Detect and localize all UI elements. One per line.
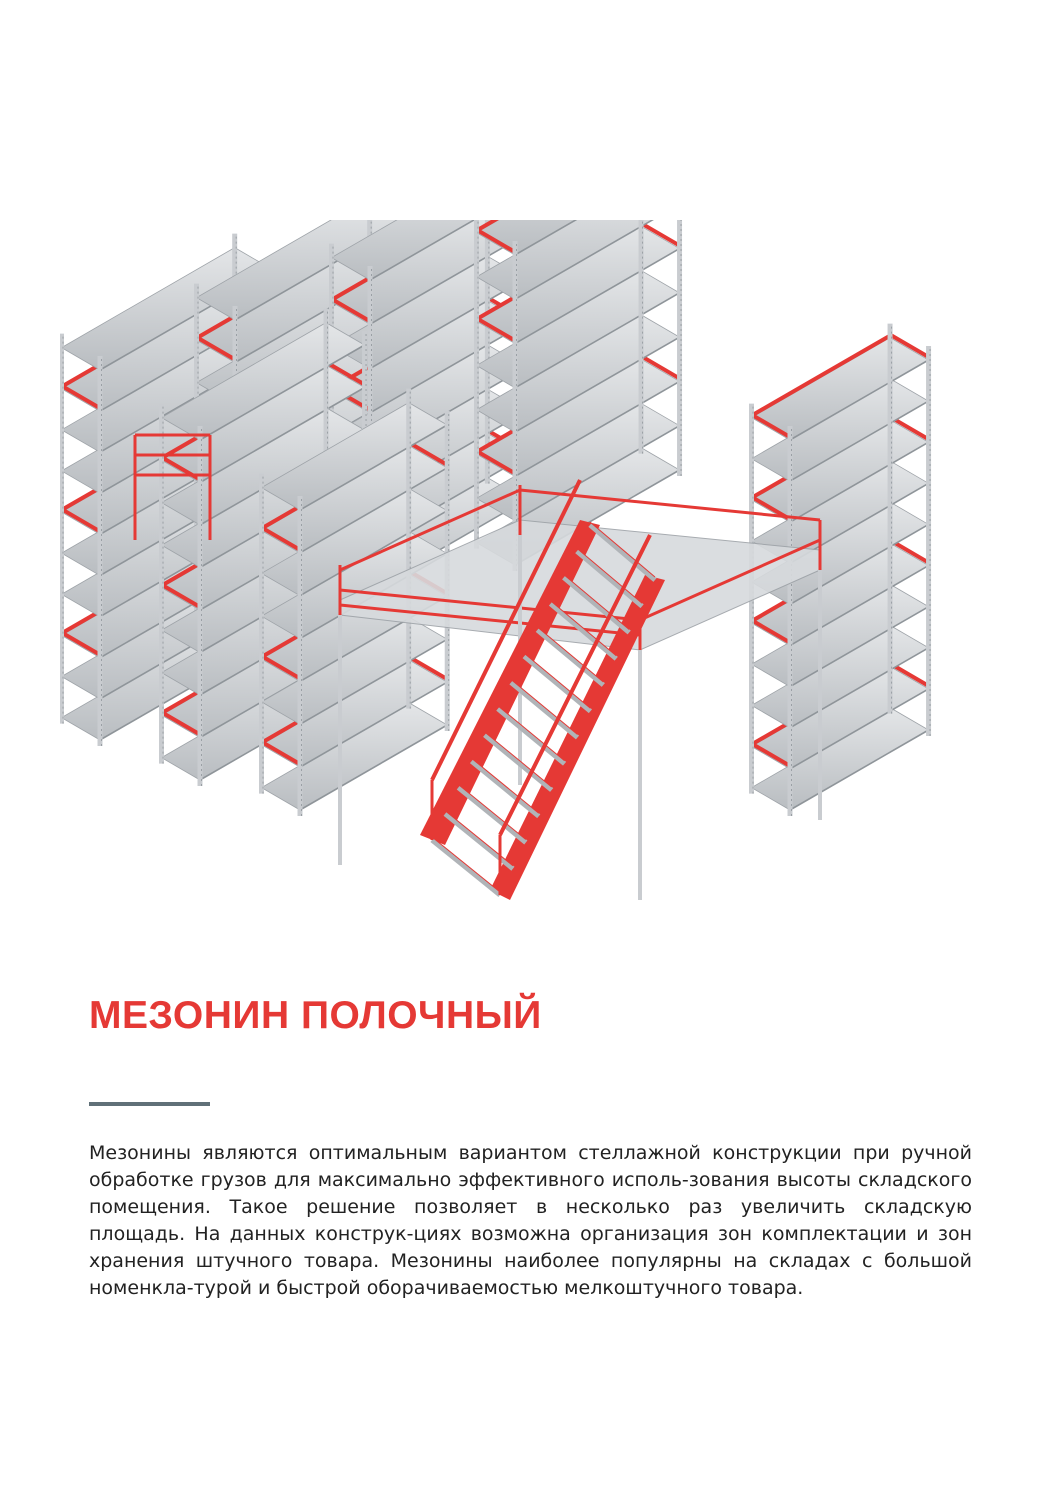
rack-back-right <box>477 220 682 571</box>
mezzanine-shelving-illustration <box>60 220 1000 920</box>
title-divider <box>89 1102 210 1106</box>
page-title: МЕЗОНИН ПОЛОЧНЫЙ <box>89 994 542 1037</box>
description-text: Мезонины являются оптимальным вариантом стеллажной конструкции при ручной обработке грузов для максимально эффективного исполь-зования высоты складского помещения. Такое решение позволяет в несколько раз увеличить складскую площадь. На данных конструк-циях возможна организация зон комплектации и зон хранения штучного товара. Мезонины наиболее популярны на складах с большой номенкла-турой и быстрой оборачиваемостью мелкоштучного товара. <box>89 1142 972 1299</box>
